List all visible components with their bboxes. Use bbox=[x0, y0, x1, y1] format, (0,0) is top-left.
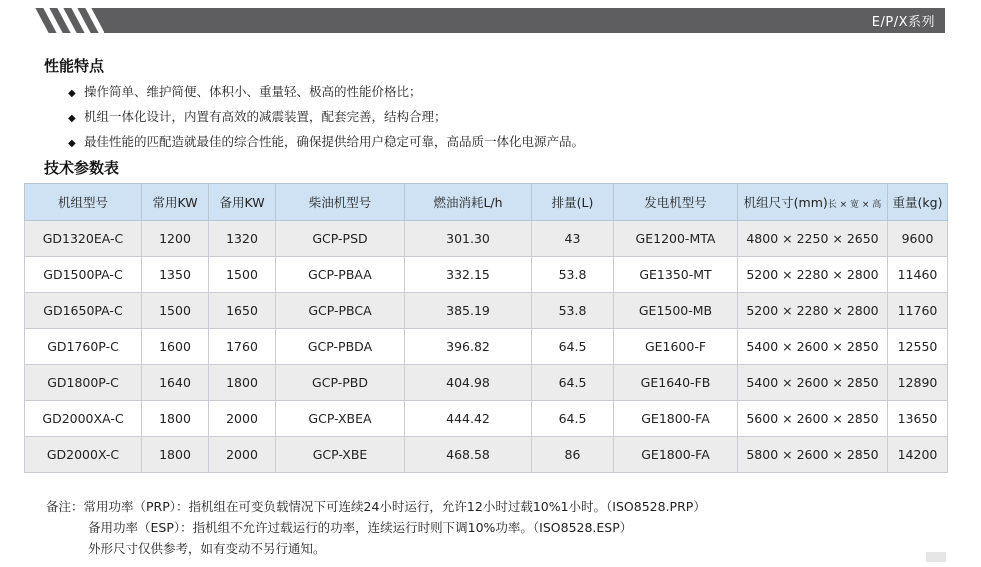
cell-dimensions: 5400 × 2600 × 2850 bbox=[738, 329, 888, 365]
cell-standby-kw: 1800 bbox=[209, 365, 276, 401]
cell-prime-kw: 1350 bbox=[142, 257, 209, 293]
cell-prime-kw: 1600 bbox=[142, 329, 209, 365]
table-row bbox=[25, 257, 948, 293]
cell-prime-kw: 1800 bbox=[142, 437, 209, 473]
cell-displacement: 64.5 bbox=[532, 329, 614, 365]
cell-weight: 12550 bbox=[888, 329, 948, 365]
cell-model: GD2000X-C bbox=[25, 437, 142, 473]
cell-dimensions: 5600 × 2600 × 2850 bbox=[738, 401, 888, 437]
cell-standby-kw: 1760 bbox=[209, 329, 276, 365]
table-title: 技术参数表 bbox=[44, 159, 120, 177]
col-header-weight: 重量(kg) bbox=[888, 184, 948, 221]
dimensions-label: 机组尺寸(mm) bbox=[743, 195, 828, 210]
table-row bbox=[25, 293, 948, 329]
cell-alternator-model: GE1500-MB bbox=[614, 293, 738, 329]
cell-model: GD1650PA-C bbox=[25, 293, 142, 329]
feature-item bbox=[68, 80, 584, 105]
cell-standby-kw: 1650 bbox=[209, 293, 276, 329]
feature-text: 机组一体化设计，内置有高效的减震装置，配套完善，结构合理； bbox=[84, 109, 447, 124]
features-title: 性能特点 bbox=[44, 57, 105, 75]
note-esp: 备用功率（ESP）：指机组不允许过载运行的功率，连续运行时则下调10%功率。（ISO8528.ESP） bbox=[88, 520, 633, 535]
table-row bbox=[25, 329, 948, 365]
cell-weight: 11460 bbox=[888, 257, 948, 293]
cell-dimensions: 4800 × 2250 × 2650 bbox=[738, 221, 888, 257]
col-header-fuel: 燃油消耗L/h bbox=[405, 184, 532, 221]
cell-fuel: 301.30 bbox=[405, 221, 532, 257]
cell-displacement: 53.8 bbox=[532, 293, 614, 329]
cell-engine-model: GCP-PBCA bbox=[276, 293, 405, 329]
cell-weight: 11760 bbox=[888, 293, 948, 329]
feature-item bbox=[68, 105, 584, 130]
features-list bbox=[68, 80, 584, 155]
cell-prime-kw: 1640 bbox=[142, 365, 209, 401]
cell-displacement: 43 bbox=[532, 221, 614, 257]
cell-fuel: 468.58 bbox=[405, 437, 532, 473]
notes bbox=[46, 496, 706, 559]
cell-engine-model: GCP-PBD bbox=[276, 365, 405, 401]
cell-alternator-model: GE1800-FA bbox=[614, 437, 738, 473]
cell-prime-kw: 1800 bbox=[142, 401, 209, 437]
cell-fuel: 404.98 bbox=[405, 365, 532, 401]
table-row bbox=[25, 437, 948, 473]
cell-weight: 12890 bbox=[888, 365, 948, 401]
cell-fuel: 396.82 bbox=[405, 329, 532, 365]
corner-decoration bbox=[926, 552, 946, 562]
col-header-standby-kw: 备用KW bbox=[209, 184, 276, 221]
col-header-displacement: 排量(L) bbox=[532, 184, 614, 221]
series-label: E/P/X系列 bbox=[871, 15, 935, 30]
cell-dimensions: 5200 × 2280 × 2800 bbox=[738, 293, 888, 329]
header-stripes-decoration bbox=[24, 8, 104, 33]
table-row bbox=[25, 401, 948, 437]
dimensions-suffix: 长 × 宽 × 高 bbox=[827, 200, 882, 210]
cell-standby-kw: 2000 bbox=[209, 437, 276, 473]
diamond-bullet-icon: ◆ bbox=[68, 88, 76, 99]
col-header-prime-kw: 常用KW bbox=[142, 184, 209, 221]
table-header-row bbox=[25, 184, 948, 221]
cell-alternator-model: GE1800-FA bbox=[614, 401, 738, 437]
spec-table bbox=[24, 183, 948, 473]
table-body bbox=[25, 221, 948, 473]
cell-dimensions: 5200 × 2280 × 2800 bbox=[738, 257, 888, 293]
cell-standby-kw: 1320 bbox=[209, 221, 276, 257]
stripe-decoration bbox=[91, 8, 134, 33]
cell-alternator-model: GE1640-FB bbox=[614, 365, 738, 401]
feature-item bbox=[68, 130, 584, 155]
cell-weight: 14200 bbox=[888, 437, 948, 473]
col-header-dimensions bbox=[738, 184, 888, 221]
cell-prime-kw: 1200 bbox=[142, 221, 209, 257]
diamond-bullet-icon: ◆ bbox=[68, 113, 76, 124]
cell-standby-kw: 1500 bbox=[209, 257, 276, 293]
cell-model: GD2000XA-C bbox=[25, 401, 142, 437]
cell-standby-kw: 2000 bbox=[209, 401, 276, 437]
cell-engine-model: GCP-PBAA bbox=[276, 257, 405, 293]
cell-fuel: 385.19 bbox=[405, 293, 532, 329]
cell-displacement: 64.5 bbox=[532, 401, 614, 437]
cell-displacement: 86 bbox=[532, 437, 614, 473]
cell-weight: 9600 bbox=[888, 221, 948, 257]
cell-fuel: 332.15 bbox=[405, 257, 532, 293]
cell-weight: 13650 bbox=[888, 401, 948, 437]
cell-alternator-model: GE1200-MTA bbox=[614, 221, 738, 257]
cell-displacement: 64.5 bbox=[532, 365, 614, 401]
cell-engine-model: GCP-XBE bbox=[276, 437, 405, 473]
cell-engine-model: GCP-PBDA bbox=[276, 329, 405, 365]
cell-dimensions: 5800 × 2600 × 2850 bbox=[738, 437, 888, 473]
col-header-engine-model: 柴油机型号 bbox=[276, 184, 405, 221]
cell-displacement: 53.8 bbox=[532, 257, 614, 293]
table-row bbox=[25, 221, 948, 257]
cell-model: GD1760P-C bbox=[25, 329, 142, 365]
cell-model: GD1320EA-C bbox=[25, 221, 142, 257]
table-row bbox=[25, 365, 948, 401]
cell-alternator-model: GE1600-F bbox=[614, 329, 738, 365]
cell-model: GD1800P-C bbox=[25, 365, 142, 401]
cell-fuel: 444.42 bbox=[405, 401, 532, 437]
note-dimensions-disclaimer: 外形尺寸仅供参考，如有变动不另行通知。 bbox=[88, 541, 326, 556]
note-prp: 备注：常用功率（PRP）：指机组在可变负载情况下可连续24小时运行，允许12小时过载10%1小时。（ISO8528.PRP） bbox=[46, 499, 706, 514]
cell-engine-model: GCP-XBEA bbox=[276, 401, 405, 437]
cell-alternator-model: GE1350-MT bbox=[614, 257, 738, 293]
feature-text: 最佳性能的匹配造就最佳的综合性能，确保提供给用户稳定可靠，高品质一体化电源产品。 bbox=[84, 134, 585, 149]
col-header-alternator-model: 发电机型号 bbox=[614, 184, 738, 221]
col-header-model: 机组型号 bbox=[25, 184, 142, 221]
diamond-bullet-icon: ◆ bbox=[68, 138, 76, 149]
cell-model: GD1500PA-C bbox=[25, 257, 142, 293]
cell-engine-model: GCP-PSD bbox=[276, 221, 405, 257]
header-bar bbox=[24, 8, 945, 33]
cell-dimensions: 5400 × 2600 × 2850 bbox=[738, 365, 888, 401]
cell-prime-kw: 1500 bbox=[142, 293, 209, 329]
feature-text: 操作简单、维护简便、体积小、重量轻、极高的性能价格比； bbox=[84, 84, 422, 99]
